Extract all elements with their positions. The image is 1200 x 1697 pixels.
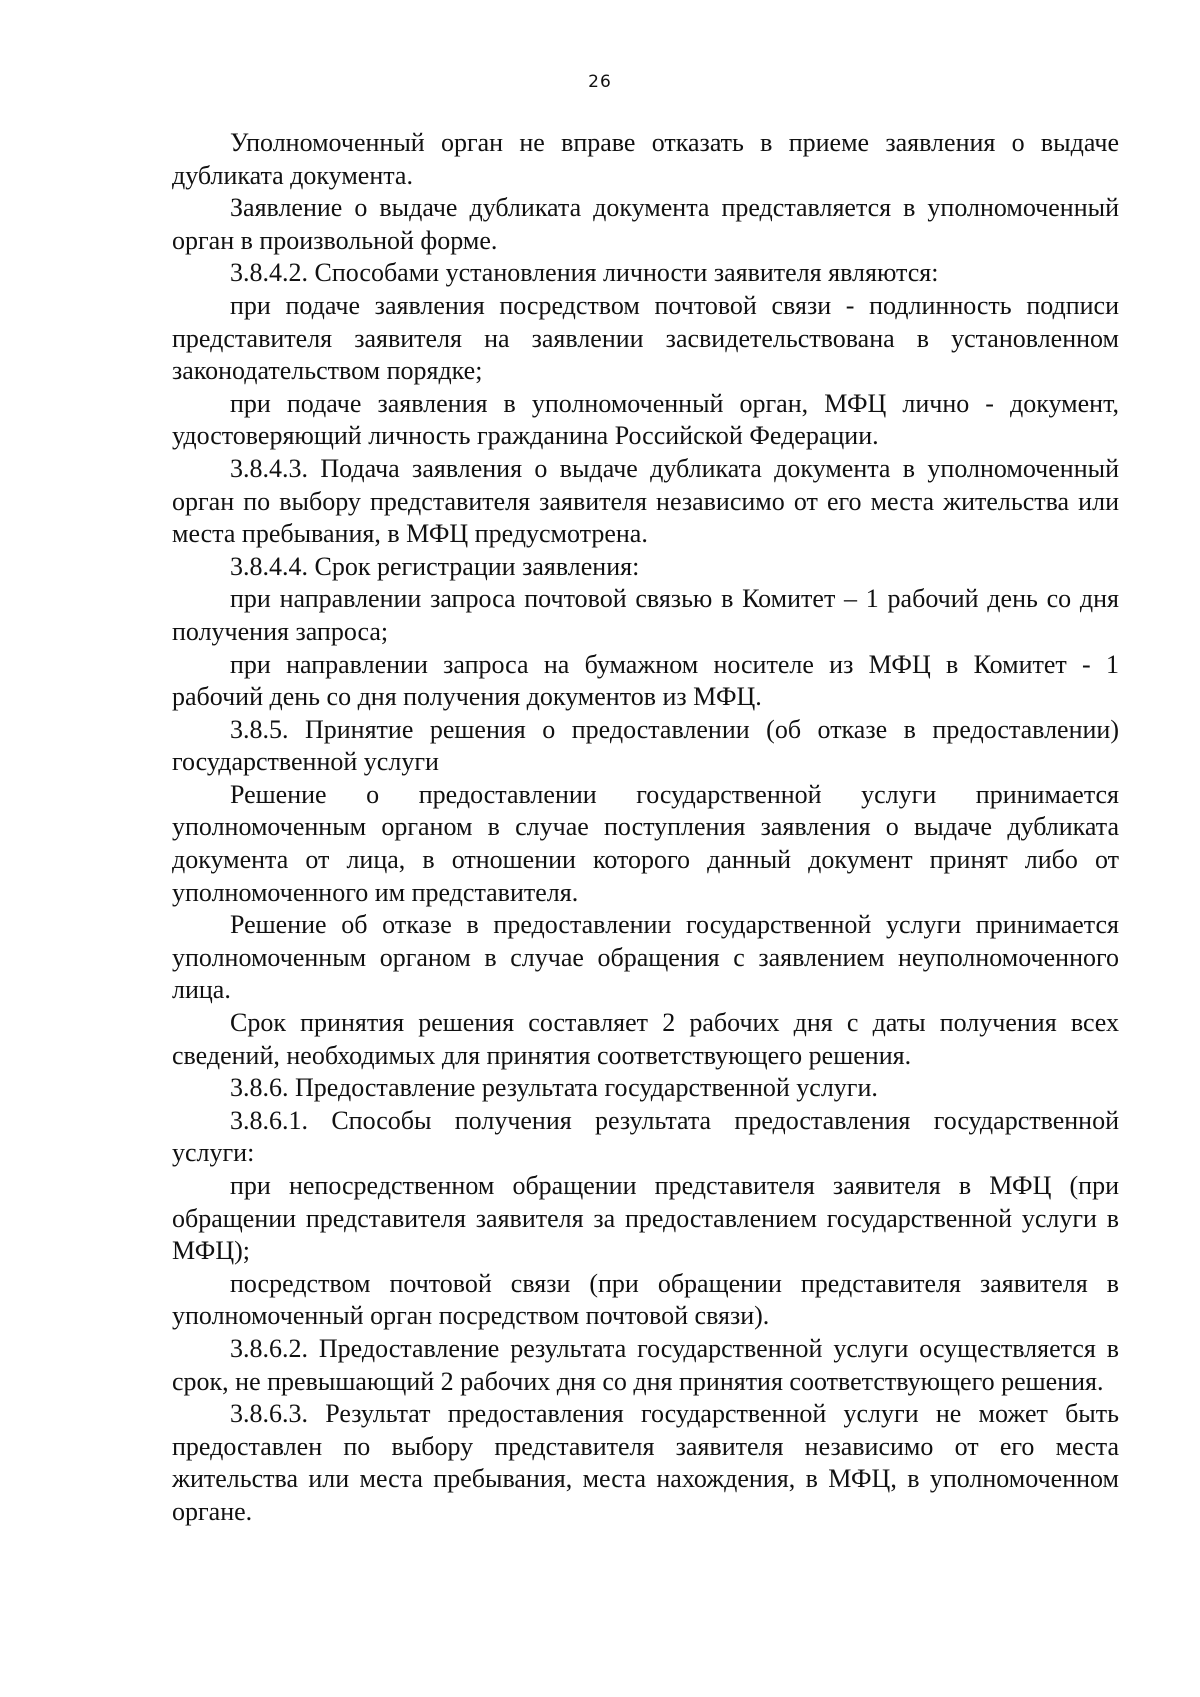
paragraph: Заявление о выдаче дубликата документа представляется в уполномоченный орган в произвольной форме. <box>172 193 1119 255</box>
document-body <box>172 127 1119 1529</box>
paragraph: Срок принятия решения составляет 2 рабочих дня с даты получения всех сведений, необходимых для принятия соответствующего решения. <box>172 1008 1119 1070</box>
paragraph: 3.8.4.2. Способами установления личности заявителя являются: <box>230 258 939 288</box>
page-number: 26 <box>588 72 612 92</box>
paragraph: посредством почтовой связи (при обращении представителя заявителя в уполномоченный орган посредством почтовой связи). <box>172 1268 1119 1331</box>
paragraph: 3.8.6.3. Результат предоставления государственной услуги не может быть предоставлен по выбору представителя заявителя независимо от его места жительства или места пребывания, места нахождения, в МФЦ, в уполномоченном органе. <box>172 1399 1119 1526</box>
paragraph: Уполномоченный орган не вправе отказать в приеме заявления о выдаче дубликата документа. <box>172 128 1119 190</box>
paragraph: 3.8.4.3. Подача заявления о выдаче дубликата документа в уполномоченный орган по выбору представителя заявителя независимо от его места жительства или места пребывания, в МФЦ предусмотрена. <box>172 453 1119 549</box>
paragraph: 3.8.6.1. Способы получения результата предоставления государственной услуги: <box>172 1105 1119 1168</box>
paragraph: 3.8.4.4. Срок регистрации заявления: <box>230 551 640 581</box>
paragraph: Решение об отказе в предоставлении государственной услуги принимается уполномоченным органом в случае обращения с заявлением неуполномоченного лица. <box>172 910 1119 1005</box>
paragraph: 3.8.6.2. Предоставление результата государственной услуги осуществляется в срок, не превышающий 2 рабочих дня со дня принятия соответствующего решения. <box>172 1333 1119 1396</box>
paragraph: при направлении запроса на бумажном носителе из МФЦ в Комитет - 1 рабочий день со дня получения документов из МФЦ. <box>172 649 1119 712</box>
paragraph: при непосредственном обращении представителя заявителя в МФЦ (при обращении представителя заявителя за предоставлением государственной услуги в МФЦ); <box>172 1171 1119 1266</box>
paragraph: при направлении запроса почтовой связью в Комитет – 1 рабочий день со дня получения запроса; <box>172 584 1119 646</box>
paragraph: при подаче заявления в уполномоченный орган, МФЦ лично - документ, удостоверяющий личность гражданина Российской Федерации. <box>172 388 1119 451</box>
paragraph: Решение о предоставлении государственной услуги принимается уполномоченным органом в случае поступления заявления о выдаче дубликата документа от лица, в отношении которого данный документ принят либо от уполномоченного им представителя. <box>172 779 1119 907</box>
paragraph: 3.8.5. Принятие решения о предоставлении (об отказе в предоставлении) государственной услуги <box>172 714 1119 777</box>
paragraph: при подаче заявления посредством почтовой связи - подлинность подписи представителя заявителя на заявлении засвидетельствована в установленном законодательством порядке; <box>172 290 1119 386</box>
paragraph: 3.8.6. Предоставление результата государственной услуги. <box>230 1073 878 1103</box>
